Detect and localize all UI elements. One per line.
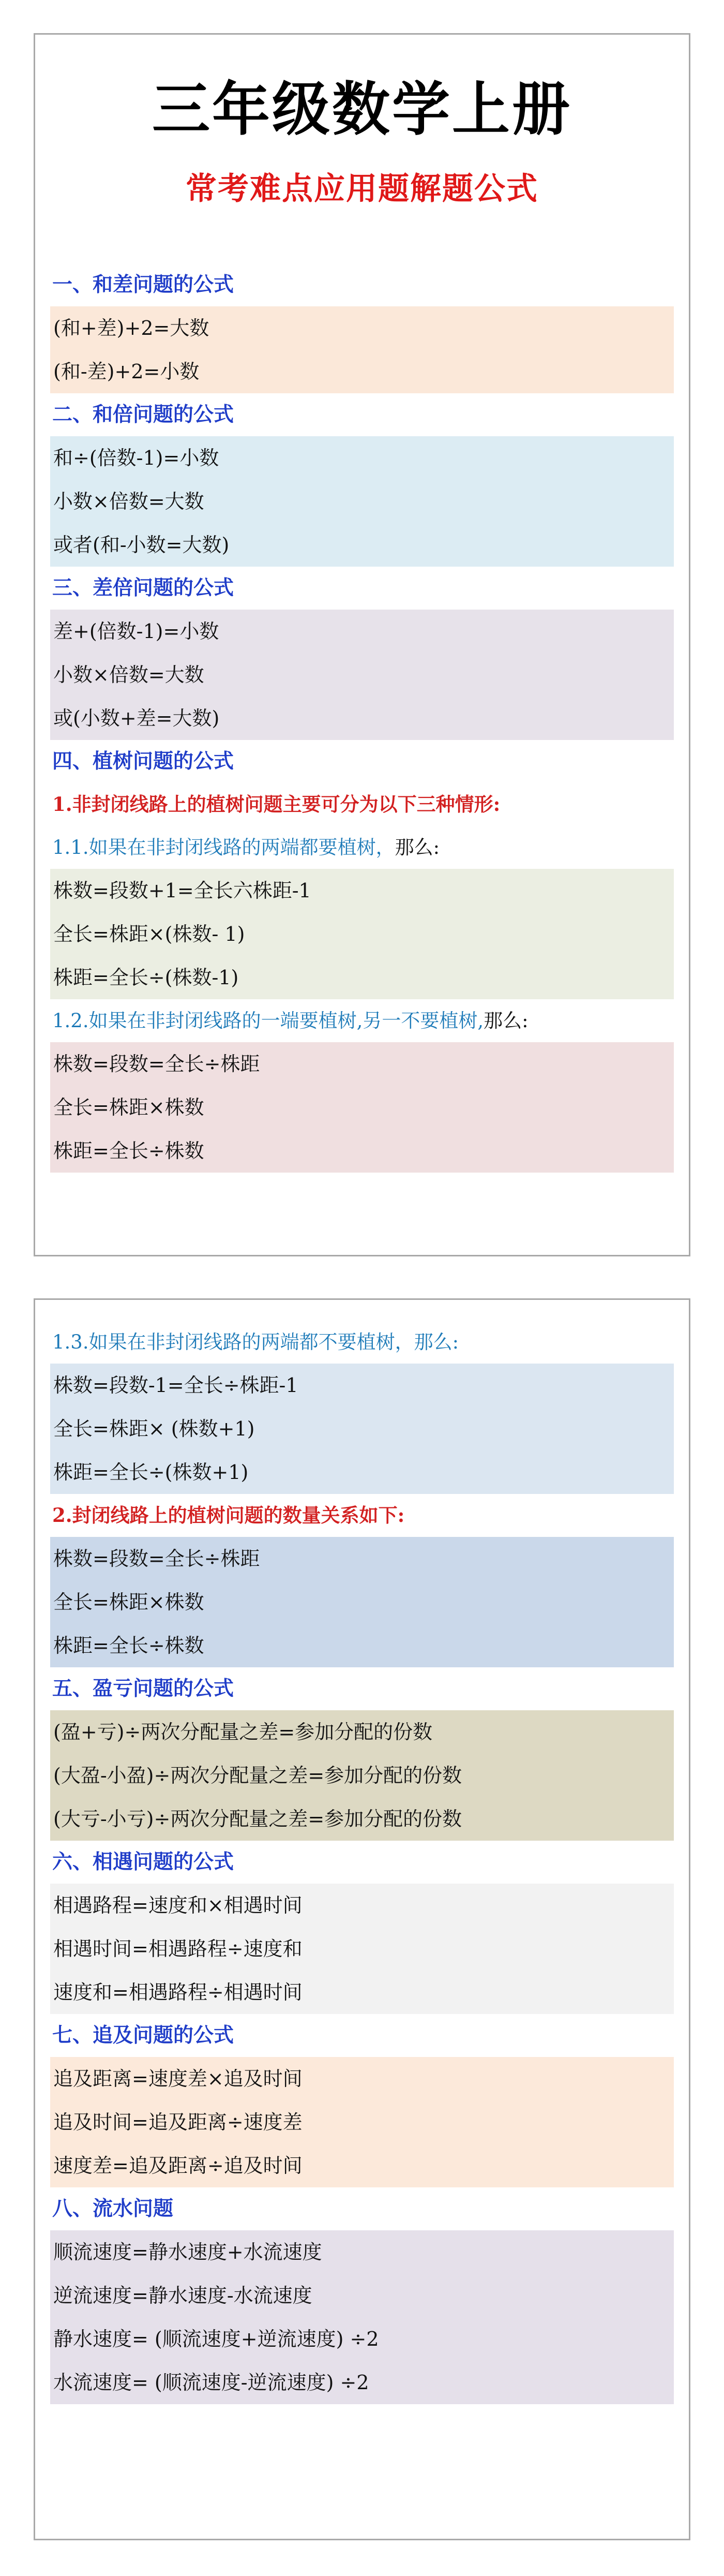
formula-line: 株数=段数=全长÷株距 [53,1547,260,1570]
section-heading-2: 二、和倍问题的公式 [52,403,234,426]
page-subtitle: 常考难点应用题解题公式 [186,171,538,207]
tree-open-intro: 1.非封闭线路上的植树问题主要可分为以下三种情形: [52,793,501,816]
page-1 [34,33,690,1256]
section-heading-4: 四、植树问题的公式 [52,750,234,773]
formula-line: (大盈-小盈)÷两次分配量之差=参加分配的份数 [53,1764,462,1787]
formula-line: 相遇时间=相遇路程÷速度和 [53,1937,303,1960]
tree-case-1-note [50,826,674,869]
formula-box-tree-1 [50,869,674,999]
formula-box-tree-3 [50,1364,674,1494]
page-1-content [50,263,674,1173]
formula-line: 速度差=追及距离÷追及时间 [53,2154,303,2177]
tree-case-1-label: 1.1.如果在非封闭线路的两端都要植树， [52,836,395,858]
tree-case-3-label: 1.3.如果在非封闭线路的两端都不要植树，那么: [52,1331,459,1353]
formula-line: 顺流速度=静水速度+水流速度 [53,2241,322,2263]
formula-line: 和÷(倍数-1)=小数 [53,447,219,469]
formula-box-2 [50,436,674,567]
formula-box-7 [50,2057,674,2187]
formula-line: 全长=株距×株数 [53,1096,204,1119]
section-heading-3: 三、差倍问题的公式 [52,576,234,600]
formula-line: 株距=全长÷(株数-1) [53,966,239,989]
formula-box-8 [50,2230,674,2404]
formula-line: 小数×倍数=大数 [53,490,204,513]
formula-line: 株数=段数-1=全长÷株距-1 [53,1374,298,1397]
formula-line: 株距=全长÷(株数+1) [53,1461,249,1484]
formula-line: 追及距离=速度差×追及时间 [53,2067,303,2090]
formula-line: 株距=全长÷株数 [53,1634,204,1657]
formula-box-3 [50,610,674,740]
formula-line: (盈+亏)÷两次分配量之差=参加分配的份数 [53,1721,433,1743]
formula-line: 株数=段数+1=全长六株距-1 [53,879,311,902]
formula-line: 株距=全长÷株数 [53,1139,204,1162]
formula-line: 差+(倍数-1)=小数 [53,620,219,643]
formula-box-1 [50,306,674,393]
formula-line: (和-差)+2=小数 [53,360,200,383]
section-heading-7: 七、追及问题的公式 [52,2024,234,2047]
section-heading-6: 六、相遇问题的公式 [52,1850,234,1874]
formula-box-5 [50,1710,674,1841]
tree-case-2-note [50,999,674,1042]
section-heading-8: 八、流水问题 [52,2197,174,2220]
section-heading-1: 一、和差问题的公式 [52,273,234,297]
formula-line: 全长=株距×株数 [53,1591,204,1613]
formula-line: 逆流速度=静水速度-水流速度 [53,2284,312,2307]
formula-line: 追及时间=追及距离÷速度差 [53,2111,303,2134]
tree-case-2-tail: 那么: [484,1010,529,1032]
tree-case-1-tail: 那么: [395,836,440,858]
page-2 [34,1298,690,2540]
formula-line: 或者(和-小数=大数) [53,534,230,556]
formula-line: 或(小数+差=大数) [53,707,220,730]
formula-line: 水流速度= (顺流速度-逆流速度) ÷2 [53,2371,369,2394]
formula-line: 全长=株距×(株数- 1) [53,923,245,945]
tree-case-3-note [50,1321,674,1364]
formula-box-6 [50,1884,674,2014]
formula-line: 相遇路程=速度和×相遇时间 [53,1894,303,1917]
section-heading-5: 五、盈亏问题的公式 [52,1677,234,1700]
formula-line: 速度和=相遇路程÷相遇时间 [53,1981,303,2004]
formula-line: 静水速度= (顺流速度+逆流速度) ÷2 [53,2328,379,2350]
formula-box-tree-2 [50,1042,674,1173]
formula-line: 株数=段数=全长÷株距 [53,1053,260,1075]
formula-line: (和+差)+2=大数 [53,317,209,339]
page-2-content [50,1321,674,2404]
formula-line: 小数×倍数=大数 [53,663,204,686]
page-title: 三年级数学上册 [152,76,572,143]
formula-line: 全长=株距× (株数+1) [53,1417,255,1440]
tree-case-2-label: 1.2.如果在非封闭线路的一端要植树,另一不要植树, [52,1010,484,1032]
formula-line: (大亏-小亏)÷两次分配量之差=参加分配的份数 [53,1808,462,1830]
formula-box-tree-closed [50,1537,674,1667]
tree-closed-note: 2.封闭线路上的植树问题的数量关系如下: [52,1504,405,1527]
